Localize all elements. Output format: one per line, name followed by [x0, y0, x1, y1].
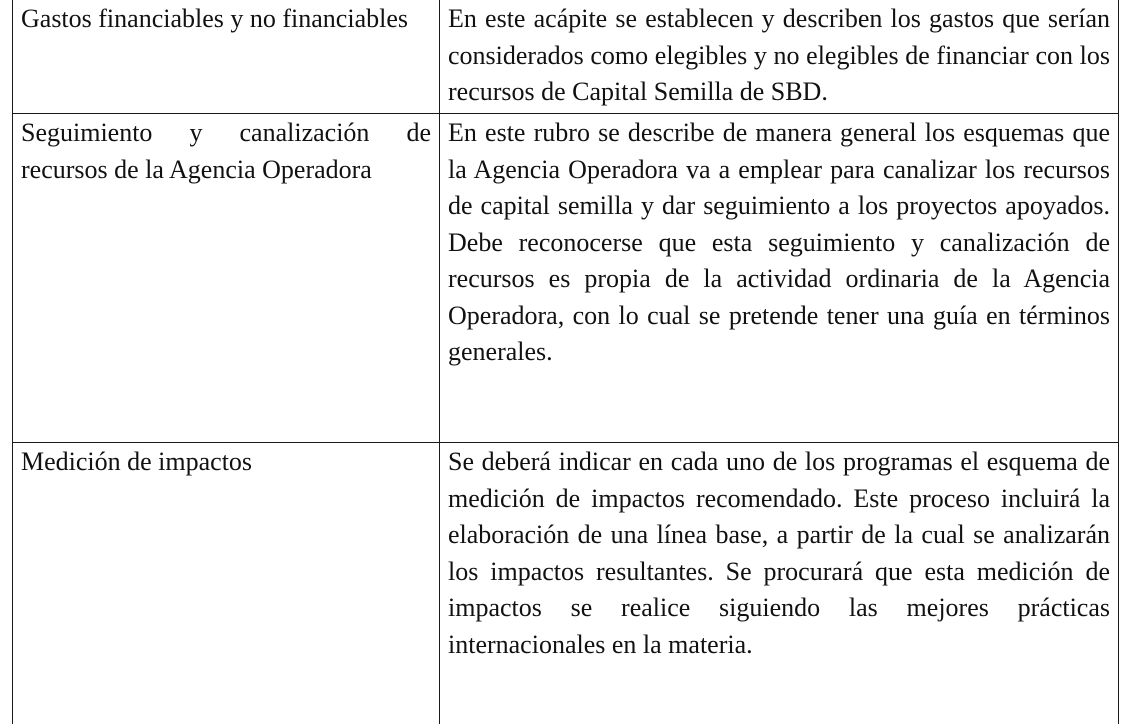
table-row	[13, 114, 1119, 443]
row-label: Gastos financiables y no financiables	[13, 0, 440, 114]
row-label: Medición de impactos	[13, 443, 440, 724]
row-label: Seguimiento y canalización de recursos de la Agencia Operadora	[13, 114, 440, 443]
row-description: En este rubro se describe de manera general los esquemas que la Agencia Operadora va a emplear para canalizar los recursos de capital semilla y dar seguimiento a los proyectos apoyados. Debe reconocerse que esta seguimiento y canalización de recursos es propia de la actividad ordinaria de la Agencia Operadora, con lo cual se pretende tener una guía en términos generales.	[440, 114, 1119, 443]
row-description: En este acápite se establecen y describen los gastos que serían considerados como elegibles y no elegibles de financiar con los recursos de Capital Semilla de SBD.	[440, 0, 1119, 114]
document-table	[12, 0, 1119, 724]
table-row	[13, 0, 1119, 114]
table-row	[13, 443, 1119, 724]
row-description: Se deberá indicar en cada uno de los programas el esquema de medición de impactos recomendado. Este proceso incluirá la elaboración de una línea base, a partir de la cual se analizarán los impactos resultantes. Se procurará que esta medición de impactos se realice siguiendo las mejores prácticas internacionales en la materia.	[440, 443, 1119, 724]
